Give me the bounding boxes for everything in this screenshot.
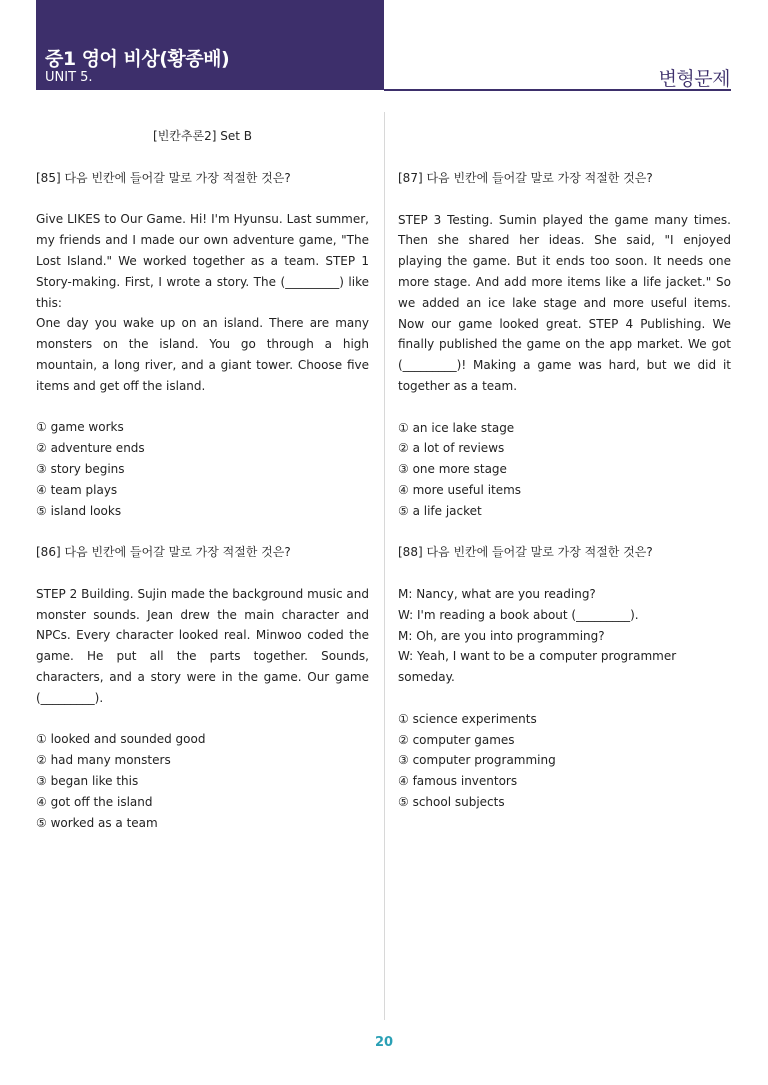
answer-option[interactable]: ① science experiments	[398, 711, 537, 726]
answer-option[interactable]: ④ more useful items	[398, 482, 522, 497]
question-86	[36, 542, 369, 833]
column-divider	[384, 112, 385, 1020]
question-passage: One day you wake up on an island. There are many monsters on the island. You go through a high mountain, a long river, and a giant tower. Choose five items and get off the island.	[36, 316, 369, 393]
question-prompt: [85] 다음 빈칸에 들어갈 말로 가장 적절한 것은?	[36, 170, 291, 185]
answer-option[interactable]: ③ one more stage	[398, 462, 507, 477]
dialogue-line: M: Oh, are you into programming?	[398, 628, 605, 643]
answer-option[interactable]: ④ got off the island	[36, 794, 153, 809]
answer-option[interactable]: ② a lot of reviews	[398, 441, 505, 456]
answer-option[interactable]: ⑤ island looks	[36, 503, 122, 518]
question-87	[398, 168, 731, 522]
question-prompt: [88] 다음 빈칸에 들어갈 말로 가장 적절한 것은?	[398, 545, 653, 560]
question-passage: STEP 2 Building. Sujin made the background music and monster sounds. Jean drew the main character and NPCs. Every character looked real. Minwoo coded the game. He put all the parts together. Sounds, characters, and a story were in the game. Our game (_________).	[36, 586, 369, 705]
page-title: 중1 영어 비상(황종배)	[45, 48, 230, 70]
unit-label: UNIT 5.	[45, 70, 93, 85]
question-prompt: [86] 다음 빈칸에 들어갈 말로 가장 적절한 것은?	[36, 545, 291, 560]
answer-option[interactable]: ② computer games	[398, 732, 515, 747]
set-title: [빈칸추론2] Set B	[153, 129, 252, 143]
answer-option[interactable]: ① looked and sounded good	[36, 732, 206, 747]
question-85	[36, 168, 369, 522]
answer-option[interactable]: ③ story begins	[36, 461, 125, 476]
answer-option[interactable]: ③ began like this	[36, 773, 139, 788]
answer-option[interactable]: ② had many monsters	[36, 753, 171, 768]
question-88	[398, 542, 731, 812]
page-number: 20	[374, 1035, 394, 1050]
dialogue-line: W: I'm reading a book about (_________).	[398, 607, 639, 622]
answer-option[interactable]: ⑤ school subjects	[398, 794, 505, 809]
question-passage: STEP 3 Testing. Sumin played the game many times. Then she shared her ideas. She said, "I enjoyed playing the game. But it ends too soon. It needs one more stage. And add more items like a life jacket." So we added an ice lake stage and more useful items. Now our game looked great. STEP 4 Publishing. We finally published the game on the app market. We got (_________)! Making a game was hard, but we did it together as a team.	[398, 212, 731, 393]
answer-option[interactable]: ① game works	[36, 420, 124, 435]
question-prompt: [87] 다음 빈칸에 들어갈 말로 가장 적절한 것은?	[398, 171, 653, 185]
dialogue-line: M: Nancy, what are you reading?	[398, 586, 596, 601]
left-column	[36, 126, 369, 833]
answer-option[interactable]: ① an ice lake stage	[398, 420, 515, 435]
answer-option[interactable]: ⑤ a life jacket	[398, 503, 482, 518]
worksheet-type-label: 변형문제	[658, 68, 730, 90]
dialogue-line: W: Yeah, I want to be a computer programmer someday.	[398, 649, 677, 685]
question-passage: Give LIKES to Our Game. Hi! I'm Hyunsu. Last summer, my friends and I made our own adventure game, "The Lost Island." We worked together as a team. STEP 1 Story-making. First, I wrote a story. The (_________) like this:	[36, 212, 369, 310]
answer-option[interactable]: ④ famous inventors	[398, 774, 518, 789]
answer-option[interactable]: ④ team plays	[36, 482, 118, 497]
answer-option[interactable]: ⑤ worked as a team	[36, 815, 158, 830]
answer-option[interactable]: ② adventure ends	[36, 441, 145, 456]
answer-option[interactable]: ③ computer programming	[398, 753, 556, 768]
right-column	[398, 168, 731, 813]
